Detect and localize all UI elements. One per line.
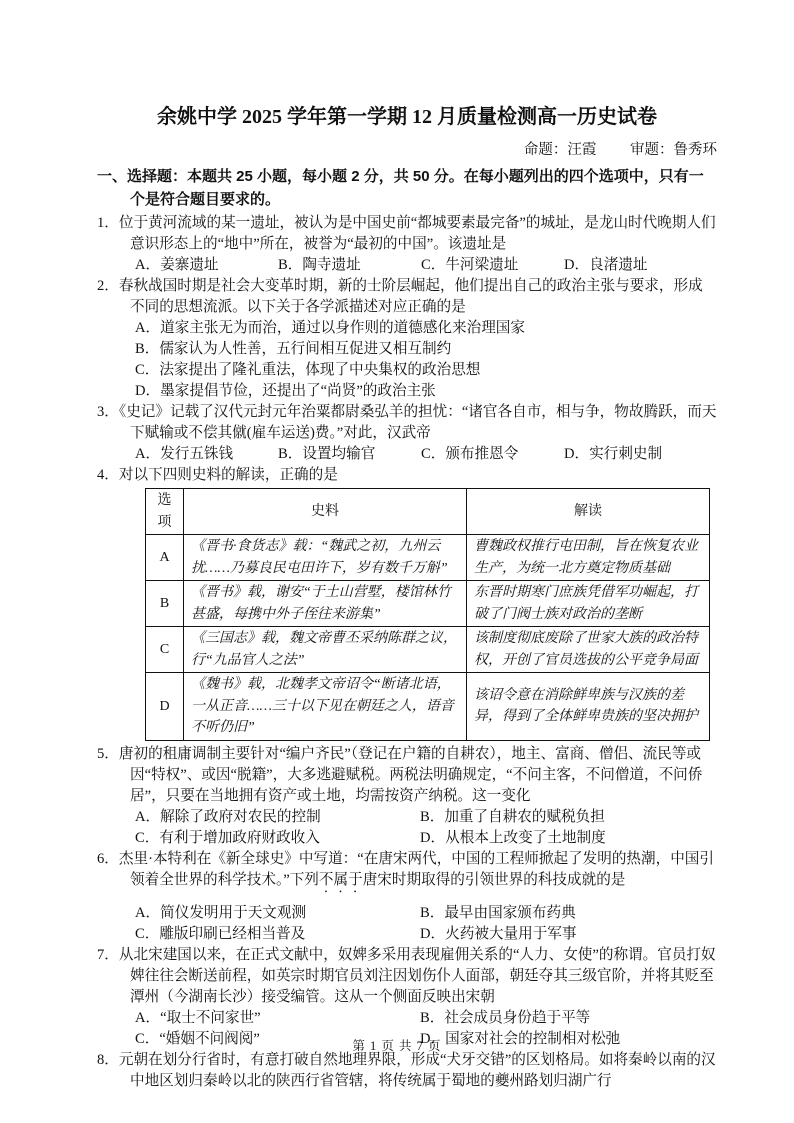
question-8-number: 8． bbox=[97, 1051, 119, 1068]
question-3-stem: 《史记》记载了汉代元封元年治粟都尉桑弘羊的担忧：“诸官各自市，相与争，物故腾跃，而天下赋输或不偿其僦(雇车运送)费。”对此，汉武帝 bbox=[118, 404, 717, 441]
table-header-row bbox=[146, 489, 710, 535]
table-header-source: 史料 bbox=[184, 489, 467, 535]
table-cell-interpretation: 该诏令意在消除鲜卑族与汉族的差异，得到了全体鲜卑贵族的坚决拥护 bbox=[467, 673, 710, 741]
table-row bbox=[146, 535, 710, 581]
question-6-option-d: D．火药被大量用于军事 bbox=[420, 925, 577, 942]
question-6-stem-post: 唐宋时期取得的引领世界的科技成就的是 bbox=[362, 871, 626, 888]
question-3-option-c: C．颁布推恩令 bbox=[421, 446, 519, 462]
question-1-option-c: C．牛河梁遗址 bbox=[421, 257, 519, 273]
table-cell-option: D bbox=[146, 673, 184, 741]
question-6-option-b: B．最早由国家颁布药典 bbox=[420, 904, 576, 921]
source-interpretation-table bbox=[145, 488, 710, 741]
question-6-options bbox=[135, 903, 717, 945]
question-4 bbox=[97, 465, 717, 741]
question-6 bbox=[97, 849, 717, 945]
table-cell-interpretation: 该制度彻底废除了世家大族的政治特权，开创了官员选拔的公平竞争局面 bbox=[467, 627, 710, 673]
question-3-options bbox=[135, 444, 717, 465]
question-6-text bbox=[97, 849, 717, 896]
question-2-option-d: D．墨家提倡节俭，还提出了“尚贤”的政治主张 bbox=[135, 383, 436, 399]
question-6-stem-pre: 杰里·本特利在《新全球史》中写道：“在唐宋两代，中国的工程师掀起了发明的热潮，中国引领着全世界的科学技术。”下列 bbox=[118, 850, 714, 888]
table-cell-interpretation: 东晋时期寒门庶族凭借军功崛起，打破了门阀士族对政治的垄断 bbox=[467, 581, 710, 627]
question-6-number: 6． bbox=[97, 850, 119, 867]
question-5-option-b: B．加重了自耕农的赋税负担 bbox=[420, 808, 605, 825]
question-7-text bbox=[97, 945, 717, 1008]
question-6-option-a: A．简仪发明用于天文观测 bbox=[135, 904, 307, 921]
table-cell-source: 《魏书》载，北魏孝文帝诏令“断诸北语，一从正音……三十以下见在朝廷之人，语音不听仍旧” bbox=[184, 673, 467, 741]
reviewer-label: 审题：鲁秀环 bbox=[630, 142, 717, 158]
question-3-option-b: B．设置均输官 bbox=[278, 446, 376, 462]
question-2 bbox=[97, 276, 717, 402]
question-4-stem: 对以下四则史料的解读，正确的是 bbox=[118, 467, 338, 483]
question-3-number: 3． bbox=[97, 404, 119, 420]
question-7-stem: 从北宋建国以来，在正式文献中，奴婢多采用表现雇佣关系的“人力、女使”的称谓。官员打奴婢往往会断送前程，如英宗时期官员刘注因划伤仆人面部，朝廷夺其三级官阶，并将其贬至潭州（今湖南长沙）接受编管。这从一个侧面反映出宋朝 bbox=[118, 946, 716, 1005]
question-6-stem-emphasis: 不属于 bbox=[318, 871, 363, 888]
question-7-option-b: B．社会成员身份趋于平等 bbox=[420, 1009, 591, 1026]
question-2-option-c: C．法家提出了隆礼重法，体现了中央集权的政治思想 bbox=[135, 362, 481, 378]
table-row bbox=[146, 627, 710, 673]
section-instructions: 一、选择题：本题共 25 小题，每小题 2 分，共 50 分。在每小题列出的四个选项中，只有一个是符合题目要求的。 bbox=[97, 168, 704, 208]
question-7-option-d: D．国家对社会的控制相对松弛 bbox=[420, 1030, 621, 1047]
question-1-text bbox=[97, 213, 717, 255]
question-7-number: 7． bbox=[97, 946, 119, 963]
table-cell-source: 《三国志》载，魏文帝曹丕采纳陈群之议，行“九品官人之法” bbox=[184, 627, 467, 673]
table-header-interpretation: 解读 bbox=[467, 489, 710, 535]
question-2-options bbox=[97, 318, 717, 402]
table-cell-option: A bbox=[146, 535, 184, 581]
question-2-stem: 春秋战国时期是社会大变革时期，新的士阶层崛起，他们提出自己的政治主张与要求，形成不同的思想流派。以下关于各学派描述对应正确的是 bbox=[118, 278, 703, 315]
question-7-option-c: C．“婚姻不问阀阅” bbox=[135, 1030, 260, 1047]
table-cell-interpretation: 曹魏政权推行屯田制，旨在恢复农业生产，为统一北方奠定物质基础 bbox=[467, 535, 710, 581]
table-cell-source: 《晋书·食货志》载：“魏武之初，九州云扰……乃募良民屯田许下，岁有数千万斛” bbox=[184, 535, 467, 581]
question-3-option-d: D．实行刺史制 bbox=[564, 446, 663, 462]
question-3-option-a: A．发行五铢钱 bbox=[135, 446, 234, 462]
table-row bbox=[146, 581, 710, 627]
question-7 bbox=[97, 945, 717, 1050]
question-2-option-b: B．儒家认为人性善，五行间相互促进又相互制约 bbox=[135, 341, 452, 357]
question-6-option-c: C．雕版印刷已经相当普及 bbox=[135, 925, 306, 942]
byline bbox=[97, 140, 717, 161]
question-1-number: 1． bbox=[97, 215, 119, 231]
question-2-number: 2． bbox=[97, 278, 119, 294]
question-4-number: 4． bbox=[97, 467, 119, 483]
question-5-option-d: D．从根本上改变了土地制度 bbox=[420, 829, 606, 846]
question-7-option-a: A．“取士不问家世” bbox=[135, 1009, 261, 1026]
table-row bbox=[146, 673, 710, 741]
table-cell-source: 《晋书》载，谢安“于土山营墅，楼馆林竹甚盛，每携中外子侄往来游集” bbox=[184, 581, 467, 627]
question-5-text bbox=[97, 744, 717, 807]
table-cell-option: B bbox=[146, 581, 184, 627]
question-3-text bbox=[97, 402, 717, 444]
question-1-option-a: A．姜寨遗址 bbox=[135, 257, 219, 273]
question-1-stem: 位于黄河流域的某一遗址，被认为是中国史前“都城要素最完备”的城址，是龙山时代晚期人们意识形态上的“地中”所在，被誉为“最初的中国”。该遗址是 bbox=[118, 215, 716, 252]
question-1-options bbox=[135, 255, 717, 276]
question-1-option-b: B．陶寺遗址 bbox=[278, 257, 361, 273]
question-8-stem: 元朝在划分行省时，有意打破自然地理界限，形成“犬牙交错”的区划格局。如将秦岭以南的汉中地区划归秦岭以北的陕西行省管辖，将传统属于蜀地的夔州路划归湖广行 bbox=[118, 1051, 716, 1089]
question-2-option-a: A．道家主张无为而治，通过以身作则的道德感化来治理国家 bbox=[135, 320, 525, 336]
question-5-option-a: A．解除了政府对农民的控制 bbox=[135, 808, 321, 825]
table-header-option: 选项 bbox=[146, 489, 184, 535]
question-5-option-c: C．有利于增加政府财政收入 bbox=[135, 829, 320, 846]
question-4-text bbox=[97, 465, 717, 486]
question-1-option-d: D．良渚遗址 bbox=[564, 257, 648, 273]
question-5 bbox=[97, 744, 717, 849]
question-5-options bbox=[135, 807, 717, 849]
question-5-number: 5． bbox=[97, 745, 119, 762]
proposer-label: 命题：汪霞 bbox=[523, 142, 597, 158]
question-3 bbox=[97, 402, 717, 465]
page-title: 余姚中学 2025 学年第一学期 12 月质量检测高一历史试卷 bbox=[157, 106, 657, 128]
question-1 bbox=[97, 213, 717, 276]
question-2-text bbox=[97, 276, 717, 318]
page-number: 第 1 页 共 7 页 bbox=[352, 1039, 442, 1053]
question-5-stem: 唐初的租庸调制主要针对“编户齐民”（登记在户籍的自耕农），地主、富商、僧侣、流民等或因“特权”、或因“脱籍”，大多逃避赋税。两税法明确规定，“不问主客，不问僧道，不问侨居”，只要在当地拥有资产或土地，均需按资产纳税。这一变化 bbox=[118, 745, 703, 804]
table-cell-option: C bbox=[146, 627, 184, 673]
